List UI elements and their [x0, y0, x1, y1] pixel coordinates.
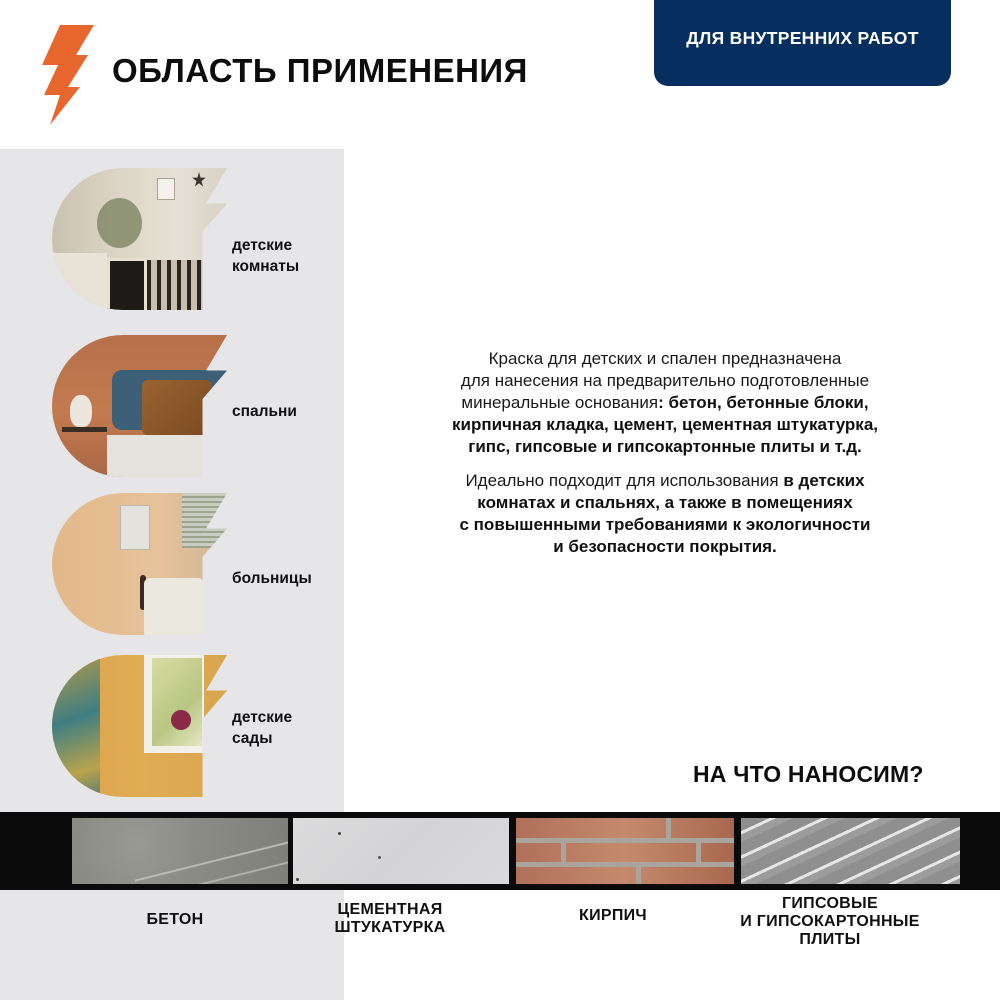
- application-label: больницы: [232, 570, 312, 587]
- description-paragraph-1: Краска для детских и спален предназначена для нанесения на предварительно подготовленные минеральные основания: бетон, бетонные блоки, кирпичная кладка, цемент, цементная штукатурка, гипс, гипсовые и гипсокартонные плиты и т.д.: [452, 349, 878, 456]
- lightning-bolt-icon: [38, 25, 96, 125]
- badge-label: ДЛЯ ВНУТРЕННИХ РАБОТ: [686, 27, 919, 48]
- application-item-kids-rooms: [52, 168, 342, 310]
- interior-works-badge: [654, 0, 951, 86]
- surface-label-concrete: БЕТОН: [146, 911, 204, 928]
- application-item-hospitals: [52, 493, 342, 635]
- kindergarten-photo: [52, 655, 227, 797]
- surface-label-gypsum-boards: ГИПСОВЫЕ И ГИПСОКАРТОННЫЕ ПЛИТЫ: [740, 895, 920, 948]
- application-label: детские комнаты: [232, 237, 300, 275]
- application-item-kindergartens: [52, 655, 342, 797]
- bedroom-photo: [52, 335, 227, 477]
- surface-label-brick: КИРПИЧ: [579, 907, 647, 924]
- application-label: детские сады: [232, 709, 293, 747]
- gypsum-boards-texture: [741, 818, 960, 884]
- description-paragraph-2: Идеально подходит для использования в детских комнатах и спальнях, а также в помещениях с повышенными требованиями к экологичности и безопасности покрытия.: [459, 471, 871, 556]
- brick-texture: [516, 818, 734, 884]
- surfaces-heading: НА ЧТО НАНОСИМ?: [693, 761, 924, 787]
- page-title: ОБЛАСТЬ ПРИМЕНЕНИЯ: [112, 52, 528, 89]
- cement-plaster-texture: [293, 818, 509, 884]
- application-label: спальни: [232, 403, 297, 420]
- application-item-bedrooms: [52, 335, 342, 477]
- concrete-texture: [72, 818, 288, 884]
- surfaces-strip: [0, 812, 1000, 890]
- kids-room-photo: [52, 168, 227, 310]
- hospital-photo: [52, 493, 227, 635]
- surface-label-cement-plaster: ЦЕМЕНТНАЯ ШТУКАТУРКА: [334, 901, 446, 936]
